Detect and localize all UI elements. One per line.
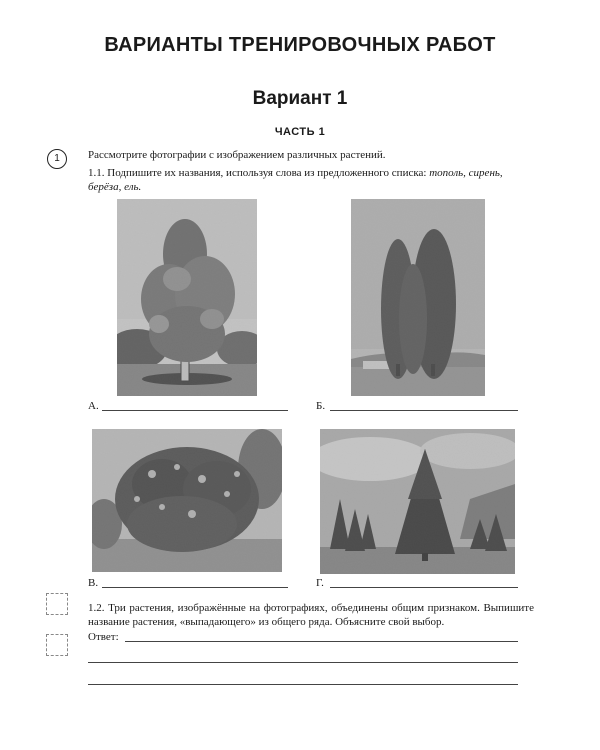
answer-line-c[interactable] — [102, 587, 288, 588]
answer-line-2[interactable] — [88, 662, 518, 663]
task-number-badge: 1 — [47, 149, 67, 169]
question-1-1 — [88, 166, 528, 194]
answer-line-a[interactable] — [102, 410, 288, 411]
answer-line-b[interactable] — [330, 410, 518, 411]
answer-line-d[interactable] — [330, 587, 518, 588]
photo-poplars — [351, 199, 485, 396]
photo-fir — [320, 429, 515, 574]
part-title: ЧАСТЬ 1 — [274, 126, 326, 138]
photo-c-label: В. — [88, 577, 99, 589]
answer-line-3[interactable] — [88, 684, 518, 685]
variant-title: Вариант 1 — [252, 88, 348, 109]
photo-lilac — [92, 429, 282, 572]
photo-d-label: Г. — [316, 577, 324, 589]
photo-birch — [117, 199, 257, 396]
photo-b-label: Б. — [316, 400, 326, 412]
answer-label: Ответ: — [88, 631, 119, 643]
question-1-2: 1.2. Три растения, изображённые на фотографиях, объединены общим признаком. Выпишите название растения, «выпадающего» из общего ряда. Объясните свой выбор. — [88, 602, 534, 628]
main-title: ВАРИАНТЫ ТРЕНИРОВОЧНЫХ РАБОТ — [104, 34, 496, 56]
score-box-2 — [46, 634, 68, 656]
task-intro: Рассмотрите фотографии с изображением различных растений. — [88, 149, 386, 161]
question-1-1-text: 1.1. Подпишите их названия, используя слова из предложенного списка: — [88, 167, 430, 179]
photo-a-label: А. — [88, 400, 99, 412]
score-box-1 — [46, 593, 68, 615]
plant-options-list: тополь, сирень, берёза, ель. — [88, 167, 503, 193]
answer-line-1[interactable] — [125, 641, 518, 642]
